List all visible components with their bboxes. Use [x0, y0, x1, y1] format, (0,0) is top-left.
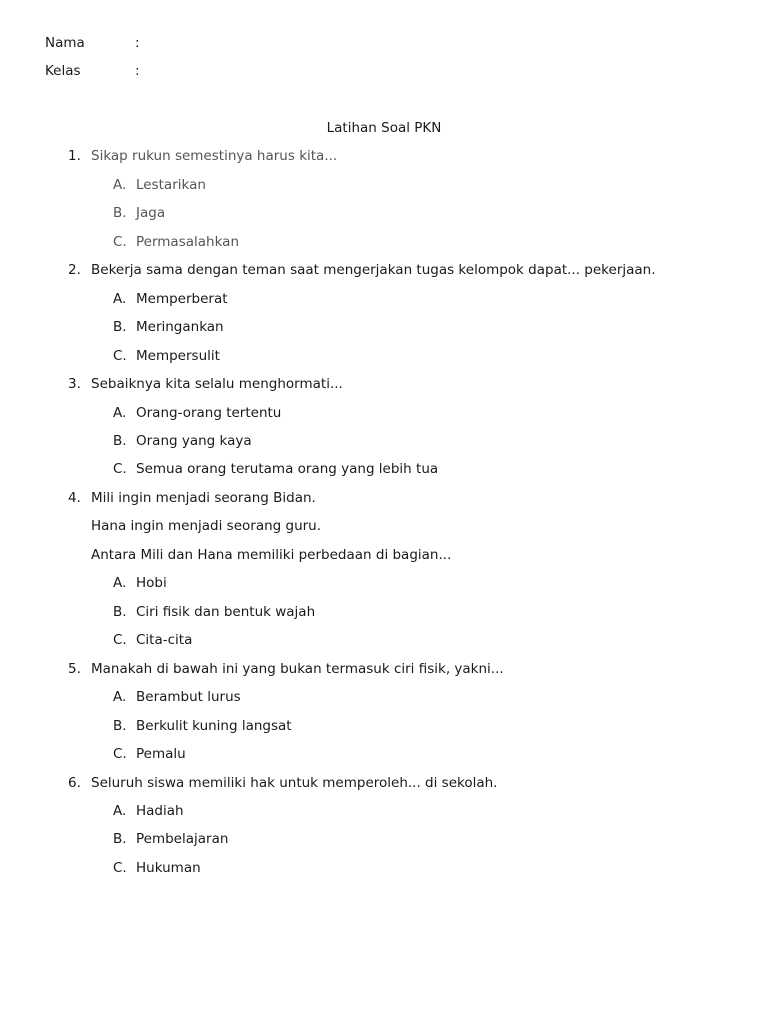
option-letter: B.: [113, 718, 127, 734]
option-text: Mempersulit: [136, 348, 220, 364]
option-text: Hobi: [136, 575, 167, 591]
option-letter: B.: [113, 604, 127, 620]
option-letter: A.: [113, 291, 127, 307]
option-text: Ciri fisik dan bentuk wajah: [136, 604, 316, 620]
option-text: Lestarikan: [136, 177, 206, 193]
option-letter: B.: [113, 205, 127, 221]
question-text: Mili ingin menjadi seorang Bidan.: [91, 490, 316, 506]
question-number: 2.: [68, 262, 81, 278]
option-letter: A.: [113, 405, 127, 421]
option-letter: B.: [113, 831, 127, 847]
page-title: Latihan Soal PKN: [326, 120, 442, 136]
question-text: Hana ingin menjadi seorang guru.: [91, 518, 322, 534]
option-letter: A.: [113, 575, 127, 591]
option-text: Hadiah: [136, 803, 184, 819]
option-text: Pemalu: [136, 746, 186, 762]
question-text: Sebaiknya kita selalu menghormati...: [91, 376, 343, 392]
question-text: Antara Mili dan Hana memiliki perbedaan di bagian...: [91, 547, 452, 563]
option-text: Orang yang kaya: [136, 433, 252, 449]
option-letter: C.: [113, 234, 127, 250]
option-letter: B.: [113, 319, 127, 335]
option-text: Berkulit kuning langsat: [136, 718, 292, 734]
question-number: 3.: [68, 376, 81, 392]
option-letter: C.: [113, 348, 127, 364]
question-number: 6.: [68, 775, 81, 791]
option-letter: B.: [113, 433, 127, 449]
option-text: Meringankan: [136, 319, 224, 335]
question-text: Bekerja sama dengan teman saat mengerjakan tugas kelompok dapat... pekerjaan.: [91, 262, 656, 278]
option-letter: A.: [113, 689, 127, 705]
option-letter: A.: [113, 803, 127, 819]
option-text: Hukuman: [136, 860, 201, 876]
option-letter: A.: [113, 177, 127, 193]
question-text: Manakah di bawah ini yang bukan termasuk ciri fisik, yakni...: [91, 661, 504, 677]
option-text: Pembelajaran: [136, 831, 229, 847]
kelas-label: Kelas: [45, 63, 81, 79]
question-number: 1.: [68, 148, 81, 164]
question-number: 4.: [68, 490, 81, 506]
option-text: Orang-orang tertentu: [136, 405, 282, 421]
nama-colon: :: [135, 35, 140, 51]
option-text: Jaga: [136, 205, 166, 221]
option-letter: C.: [113, 632, 127, 648]
option-letter: C.: [113, 461, 127, 477]
question-number: 5.: [68, 661, 81, 677]
kelas-colon: :: [135, 63, 140, 79]
question-text: Seluruh siswa memiliki hak untuk memperoleh... di sekolah.: [91, 775, 498, 791]
option-text: Memperberat: [136, 291, 228, 307]
question-text: Sikap rukun semestinya harus kita...: [91, 148, 338, 164]
option-text: Berambut lurus: [136, 689, 241, 705]
option-letter: C.: [113, 746, 127, 762]
option-text: Semua orang terutama orang yang lebih tua: [136, 461, 439, 477]
option-letter: C.: [113, 860, 127, 876]
option-text: Permasalahkan: [136, 234, 239, 250]
nama-label: Nama: [45, 35, 85, 51]
option-text: Cita-cita: [136, 632, 193, 648]
